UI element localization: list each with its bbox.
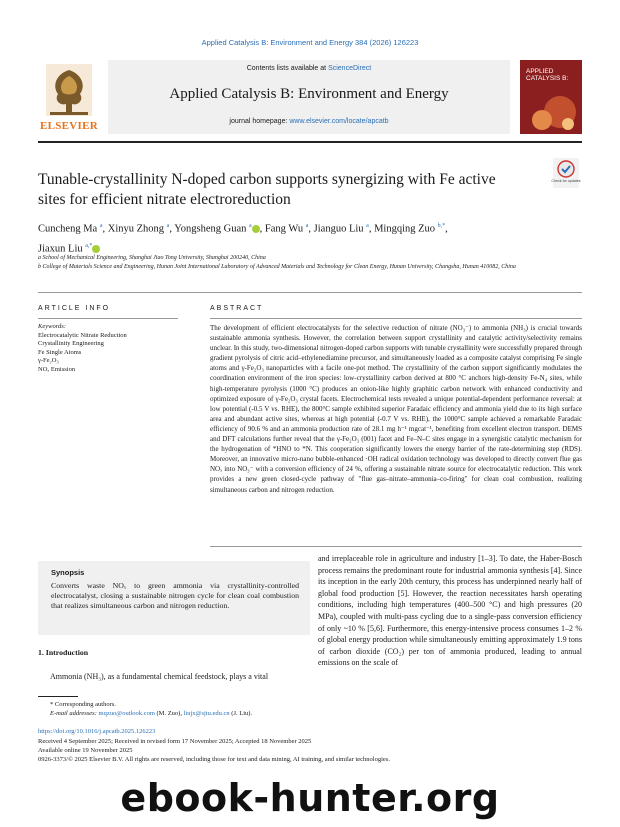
masthead-rule (38, 141, 582, 143)
email-link[interactable]: liujx@sjtu.edu.cn (183, 710, 230, 717)
synopsis-box (38, 561, 310, 635)
author-affiliation-marker[interactable]: a (99, 223, 103, 229)
author-affiliation-marker[interactable]: b,* (437, 223, 446, 229)
author-name[interactable]: Cuncheng Ma (38, 223, 98, 235)
keyword: γ-Fe₂O₃ (38, 357, 59, 365)
orcid-icon[interactable] (252, 225, 260, 233)
keyword: Fe Single Atoms (38, 348, 82, 356)
author-name[interactable]: Jiaxun Liu (38, 243, 83, 254)
author-name[interactable]: Jianguo Liu (313, 223, 364, 235)
keywords-label: Keywords: (38, 323, 66, 330)
journal-homepage-link[interactable]: www.elsevier.com/locate/apcatb (289, 118, 389, 125)
author-affiliation-marker[interactable]: a (166, 223, 170, 229)
author-affiliation-marker[interactable]: a,* (85, 242, 93, 249)
abstract-heading: ABSTRACT (210, 305, 264, 312)
doi-link[interactable]: https://doi.org/10.1016/j.apcatb.2025.126223 (38, 728, 156, 735)
keywords-block (38, 323, 198, 375)
journal-title: Applied Catalysis B: Environment and Energy (169, 86, 449, 102)
sciencedirect-link[interactable]: ScienceDirect (328, 65, 372, 72)
homepage-line: journal homepage: www.elsevier.com/locate/apcatb (229, 118, 389, 125)
article-title: Tunable-crystallinity N-doped carbon supports synergizing with Fe active sites for efficient nitrate electroreduction (38, 171, 496, 208)
article-info-rule (38, 318, 178, 319)
section-divider (38, 292, 582, 293)
abstract-rule (210, 318, 582, 319)
journal-info-box (108, 60, 510, 134)
introduction-text-left: Ammonia (NH₃), as a fundamental chemical feedstock, plays a vital (50, 672, 269, 681)
abstract-text: The development of efficient electrocatalysts for the selective reduction of nitrate (NO₃⁻) to ammonia (NH₃) is crucial towards sustainable ammonia synthesis. However, the correlation between support crystallinity and catalytic activity/selectivity remains unclear. In this study, two-dimensional nitrogen-doped carbon supports with tunable crystallinity were successfully prepared through gradient pyrolysis of citric acid–ethylenediamine precursor, and simultaneously loaded as a composite catalyst comprising Fe single atoms and γ-Fe₂O₃ nanoparticles with a facile one-pot method. The crystallinity of the carbon support significantly modulates the coordination environment of the iron species: low-crystallinity carbon derived at 800 °C anchors high-density Fe-N₄ sites, while high-temperature pyrolysis (1000 °C) produces an onion-like highly graphitic carbon network with enhanced conductivity and optimized exposure of γ-Fe₂O₃ crystal facets. Electrochemical tests revealed a unique potential-dependent performance reversal: at low potential (-0.5 V vs. RHE), the 800°C sample exhibited superior Faradaic efficiency and ammonia yield due to its high surface area and abundant active sites, whereas at high potential (-0.7 V vs. RHE), the 1000°C sample achieved a remarkable Faradaic efficiency of 90.6 % and an ammonia production rate of 28.1 mg h⁻¹ mgcat⁻¹, benefiting from excellent electron transport. DEMS and DFT calculations further reveal that the γ-Fe₂O₃ (001) facet and Fe–N–C sites engage in a synergistic catalytic mechanism for the hydrogenation of *HNO to *N. This cooperation significantly lowers the energy barrier of the rate-determining step (RDS). Moreover, an innovative micro-nano bubble-enhanced ·OH radical oxidation technology was developed to directly convert flue gas NOₓ into NO₃⁻ with a conversion efficiency of 24 %, offering a sustainable nitrate source for electrocatalytic reduction. This work provides a new green closed-cycle pathway of "flue gas–nitrate–ammonia–co-firing" for clean coal combustion, realizing simultaneous carbon and nitrogen reduction. (210, 324, 583, 494)
author-name[interactable]: Yongsheng Guan (174, 223, 247, 235)
article-info-heading: ARTICLE INFO (38, 305, 111, 312)
watermark: ebook-hunter.org (120, 776, 500, 820)
check-for-updates-badge[interactable] (553, 158, 579, 188)
author-affiliation-marker[interactable]: a (305, 223, 309, 229)
keyword: NOₓ Emission (38, 365, 76, 373)
available-online-date: Available online 19 November 2025 (38, 747, 133, 754)
elsevier-logo[interactable] (38, 60, 100, 134)
cover-title: APPLIED CATALYSIS B: (526, 68, 569, 83)
email-link[interactable]: mqzuo@outlook.com (98, 710, 155, 717)
author-name[interactable]: Mingqing Zuo (374, 223, 436, 235)
introduction-text-right: and irreplaceable role in agriculture and industry [1–3]. To date, the Haber-Bosch process remains the predominant route for industrial ammonia synthesis [4]. Since its inception in the early 20th century, this process has underpinned nearly half of global food production [5]. However, the reaction necessitates harsh operating conditions, including high temperatures (400–500 °C) and high pressures (20 MPa), coupled with multi-pass cycling due to a single-pass conversion efficiency of only ~10 % [5,6]. Furthermore, this energy-intensive process consumes 1–2 % of global energy production while simultaneously emitting approximately 1.9 tons of carbon dioxide (CO₂) per ton of ammonia produced, leading to annual emissions on the scale of (318, 554, 582, 668)
introduction-heading: 1. Introduction (38, 648, 89, 657)
elsevier-tree-icon (46, 64, 92, 116)
keyword: Crystallinity Engineering (38, 340, 104, 348)
orcid-icon[interactable] (92, 245, 100, 253)
elsevier-wordmark: ELSEVIER (39, 120, 99, 132)
crossmark-icon (553, 158, 579, 188)
journal-masthead (38, 60, 582, 140)
received-dates: Received 4 September 2025; Received in revised form 17 November 2025; Accepted 18 November 2025 (38, 738, 312, 745)
author-list: Cuncheng Ma $^a$, Xinyu Zhong $^a$, Yongsheng Guan $^a$ , Fang Wu $^a$, Jianguo Liu $^a$, Mingqing Zuo $^{b,*}$, Jiaxun Liu $^{a,*}$ (38, 223, 448, 254)
author-affiliation-marker[interactable]: a (249, 223, 252, 229)
synopsis-heading: Synopsis (51, 568, 85, 577)
cover-art-icon (520, 90, 582, 134)
crossmark-label: Check for updates (551, 179, 581, 183)
running-header[interactable]: Applied Catalysis B: Environment and Energy 384 (2026) 126223 (201, 38, 419, 47)
corresponding-authors-note: * Corresponding authors. (50, 701, 116, 708)
affiliation-a: a School of Mechanical Engineering, Shanghai Jiao Tong University, Shanghai 200240, China (38, 255, 266, 261)
footnote-rule (38, 696, 78, 697)
author-name[interactable]: Xinyu Zhong (107, 223, 165, 235)
keyword: Electrocatalytic Nitrate Reduction (38, 331, 127, 339)
contents-line: Contents lists available at ScienceDirect (246, 65, 372, 72)
abstract-end-rule (210, 546, 582, 547)
author-affiliation-marker[interactable]: a (366, 223, 369, 229)
author-name[interactable]: Fang Wu (264, 223, 304, 235)
affiliation-b: b College of Materials Science and Engineering, Hunan Joint International Laboratory of Advanced Materials and Technology for Clean Energy, Hunan University, Changsha, Hunan 410082, China (38, 264, 516, 270)
synopsis-text: Converts waste NOₓ to green ammonia via crystallinity-controlled electrocatalyst, closing a sustainable nitrogen cycle for clean coal combustion that realizes simultaneous carbon and nitrogen reduction. (51, 581, 299, 610)
email-addresses-line: E-mail addresses: mqzuo@outlook.com (M. Zuo), liujx@sjtu.edu.cn (J. Liu). (50, 710, 253, 717)
journal-cover-thumbnail[interactable] (520, 60, 582, 134)
copyright-line: 0926-3373/© 2025 Elsevier B.V. All rights are reserved, including those for text and data mining, AI training, and similar technologies. (38, 756, 390, 763)
